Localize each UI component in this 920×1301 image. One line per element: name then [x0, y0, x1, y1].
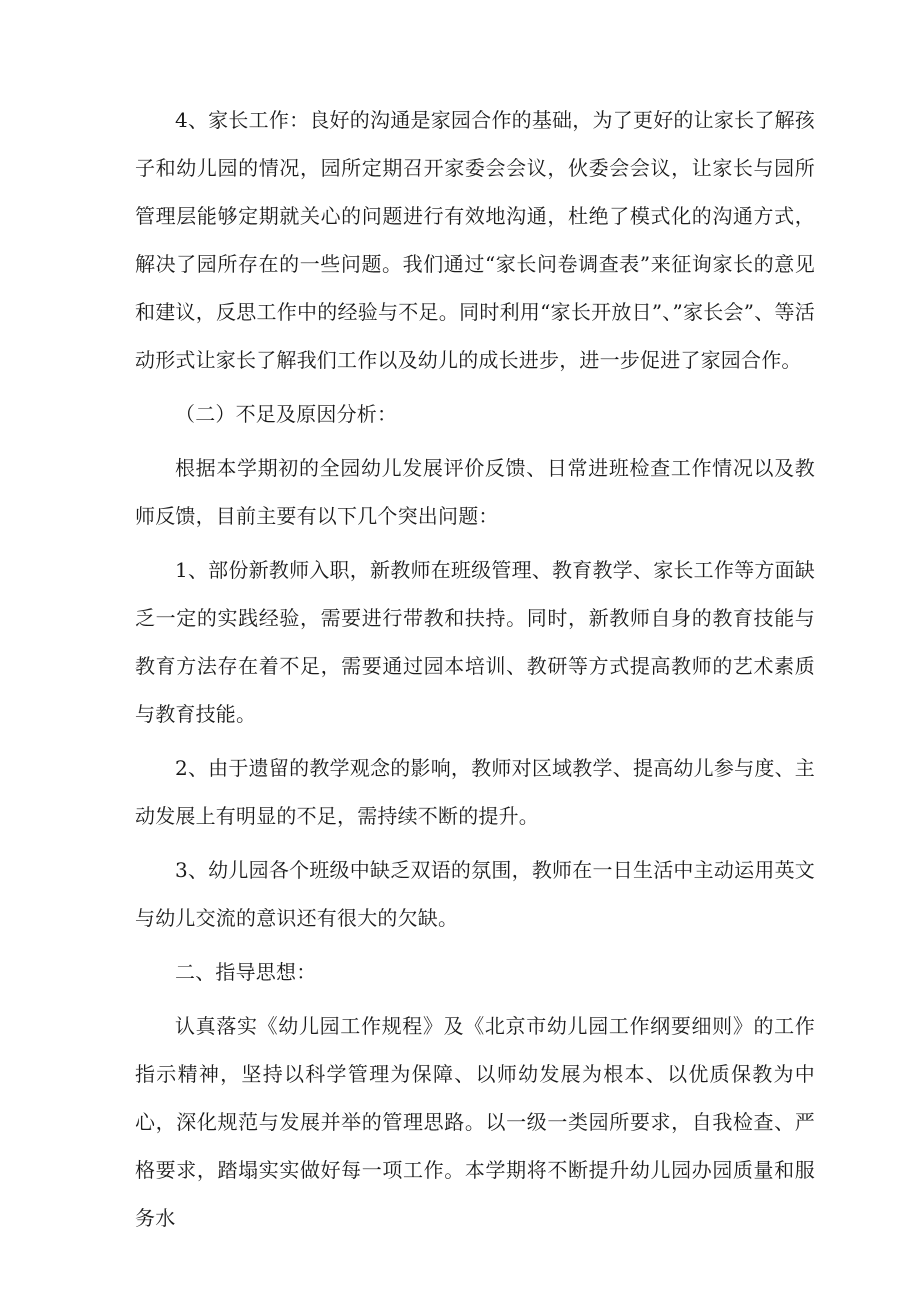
paragraph-parent-work: 4、家长工作：良好的沟通是家园合作的基础，为了更好的让家长了解孩子和幼儿园的情况，园所定期召开家委会会议，伙委会会议，让家长与园所管理层能够定期就关心的问题进行有效地沟通，杜绝了模式化的沟通方式，解决了园所存在的一些问题。我们通过“家长问卷调查表”来征询家长的意见和建议，反思工作中的经验与不足。同时利用“家长开放日”、”家长会”、等活动形式让家长了解我们工作以及幼儿的成长进步，进一步促进了家园合作。	[135, 108, 815, 372]
section-heading-shortcomings: （二）不足及原因分析：	[175, 402, 398, 426]
paragraph-problem-1: 1、部份新教师入职，新教师在班级管理、教育教学、家长工作等方面缺乏一定的实践经验，需要进行带教和扶持。同时，新教师自身的教育技能与教育方法存在着不足，需要通过园本培训、教研等方式提高教师的艺术素质与教育技能。	[135, 558, 815, 726]
paragraph-intro-problems: 根据本学期初的全园幼儿发展评价反馈、日常进班检查工作情况以及教师反馈，目前主要有以下几个突出问题：	[135, 456, 815, 528]
section-heading-guiding-ideology: 二、指导思想：	[175, 960, 317, 984]
paragraph-guiding-ideology: 认真落实《幼儿园工作规程》及《北京市幼儿园工作纲要细则》的工作指示精神，坚持以科学管理为保障、以师幼发展为根本、以优质保教为中心，深化规范与发展并举的管理思路。以一级一类园所要求，自我检查、严格要求，踏塌实实做好每一项工作。本学期将不断提升幼儿园办园质量和服务水	[135, 1014, 815, 1230]
document-body	[135, 96, 815, 1242]
paragraph-problem-3: 3、幼儿园各个班级中缺乏双语的氛围，教师在一日生活中主动运用英文与幼儿交流的意识还有很大的欠缺。	[135, 858, 815, 930]
paragraph-problem-2: 2、由于遗留的教学观念的影响，教师对区域教学、提高幼儿参与度、主动发展上有明显的不足，需持续不断的提升。	[135, 756, 815, 828]
